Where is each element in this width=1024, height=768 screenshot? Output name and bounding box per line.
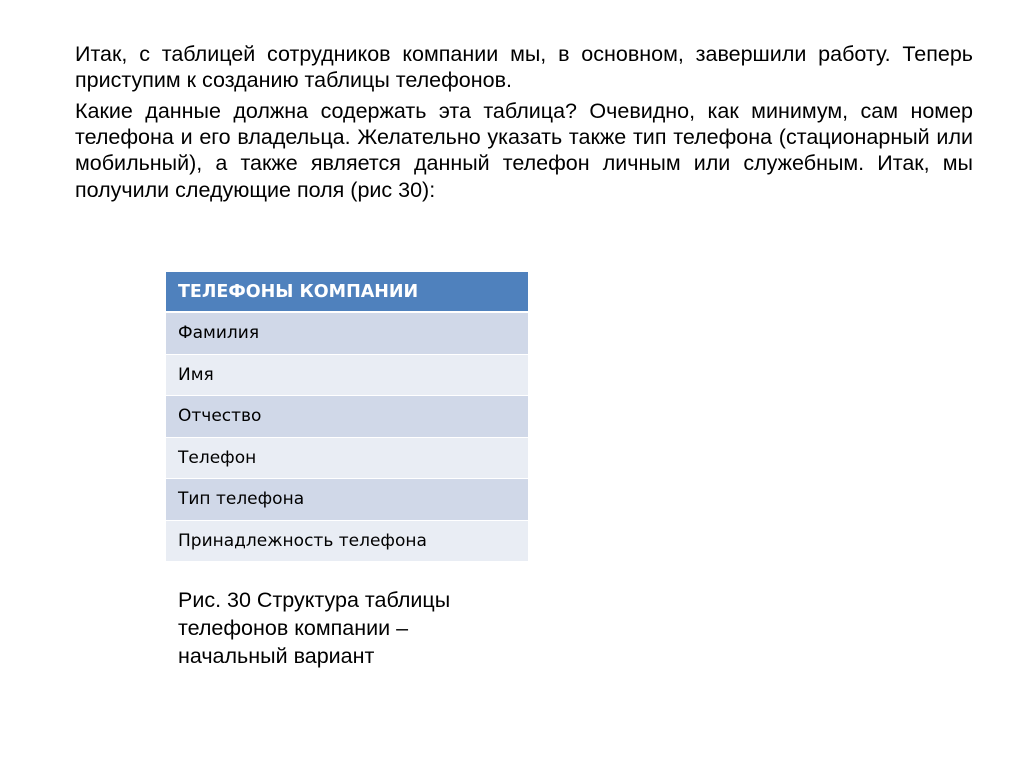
caption-line-1: Рис. 30 Структура таблицы — [178, 588, 451, 612]
caption-line-2: телефонов компании – — [178, 616, 409, 640]
phones-structure-table — [166, 272, 528, 562]
caption-line-3: начальный вариант — [178, 644, 375, 668]
table-row-name: Имя — [166, 355, 528, 397]
figure-caption — [178, 586, 538, 670]
description-paragraph: Какие данные должна содержать эта таблица? Очевидно, как минимум, сам номер телефона и его владельца. Желательно указать также тип телефона (стационарный или мобильный), а также является данный телефон личным или служебным. Итак, мы получили следующие поля (рис 30): — [75, 99, 973, 202]
table-row-phone: Телефон — [166, 438, 528, 480]
table-row-surname: Фамилия — [166, 313, 528, 355]
table-row-patronymic: Отчество — [166, 396, 528, 438]
table-header: ТЕЛЕФОНЫ КОМПАНИИ — [166, 272, 528, 313]
intro-paragraph: Итак, с таблицей сотрудников компании мы, в основном, завершили работу. Теперь приступим к созданию таблицы телефонов. — [75, 42, 973, 93]
table-row-phone-ownership: Принадлежность телефона — [166, 521, 528, 563]
table-row-phone-type: Тип телефона — [166, 479, 528, 521]
